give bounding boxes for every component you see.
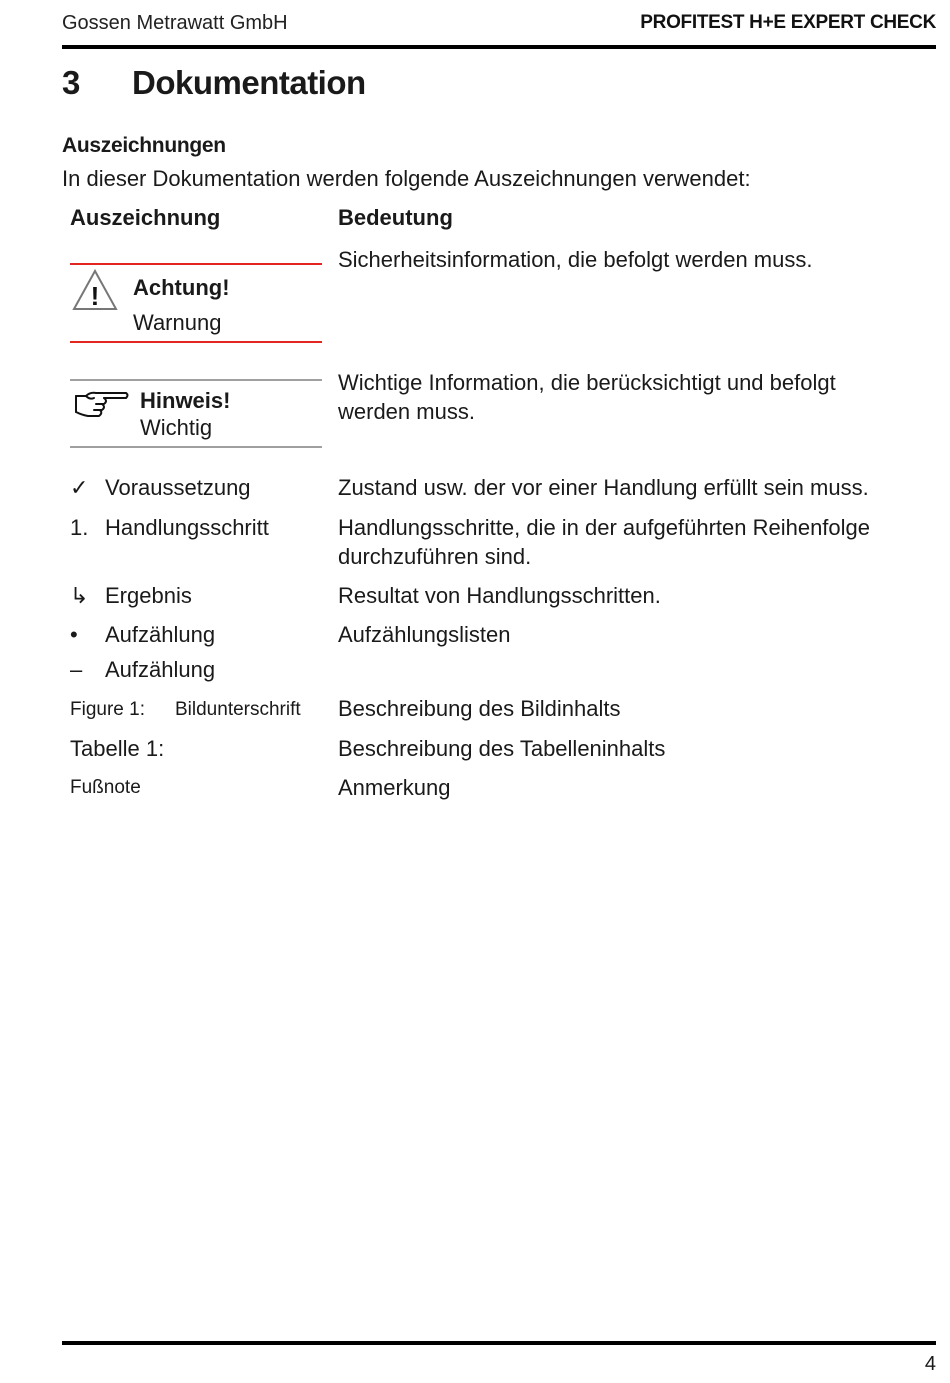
warning-title: Achtung! bbox=[133, 275, 230, 300]
section-heading: Auszeichnungen bbox=[62, 134, 226, 157]
bullet-meaning: Aufzählungslisten bbox=[338, 622, 511, 647]
svg-text:!: ! bbox=[90, 281, 100, 311]
prereq-label: Voraussetzung bbox=[105, 475, 251, 500]
header-product: PROFITEST H+E EXPERT CHECK bbox=[640, 12, 936, 33]
figure-label: Figure 1: bbox=[70, 699, 145, 720]
footer-rule bbox=[62, 1341, 936, 1345]
step-label: Handlungsschritt bbox=[105, 515, 269, 540]
warning-bottom-line bbox=[70, 341, 322, 343]
header-rule bbox=[62, 45, 936, 49]
figure-caption: Bildunterschrift bbox=[175, 699, 301, 720]
chapter-title: Dokumentation bbox=[132, 64, 366, 101]
note-bottom-line bbox=[70, 446, 322, 448]
warning-top-line bbox=[70, 263, 322, 265]
note-top-line bbox=[70, 379, 322, 381]
footnote-meaning: Anmerkung bbox=[338, 775, 451, 800]
result-label: Ergebnis bbox=[105, 583, 192, 608]
step-number: 1. bbox=[70, 515, 89, 540]
column-header-bedeutung: Bedeutung bbox=[338, 205, 453, 230]
chapter-number: 3 bbox=[62, 64, 80, 101]
note-subtitle: Wichtig bbox=[140, 415, 213, 440]
section-intro: In dieser Dokumentation werden folgende Auszeichnungen verwendet: bbox=[62, 166, 751, 191]
note-meaning-line2: werden muss. bbox=[338, 399, 475, 424]
step-meaning-line1: Handlungsschritte, die in der aufgeführten Reihenfolge bbox=[338, 515, 871, 540]
warning-triangle-icon bbox=[72, 268, 118, 312]
warning-subtitle: Warnung bbox=[133, 310, 222, 335]
checkmark-icon: ✓ bbox=[70, 475, 89, 500]
dash-label: Aufzählung bbox=[105, 657, 216, 682]
header-company: Gossen Metrawatt GmbH bbox=[62, 12, 288, 34]
pointing-hand-icon bbox=[72, 388, 130, 420]
footnote-label: Fußnote bbox=[70, 777, 141, 798]
bullet-label: Aufzählung bbox=[105, 622, 216, 647]
step-meaning-line2: durchzuführen sind. bbox=[338, 544, 532, 569]
figure-meaning: Beschreibung des Bildinhalts bbox=[338, 696, 621, 721]
page-number: 4 bbox=[924, 1353, 936, 1375]
tabelle-meaning: Beschreibung des Tabelleninhalts bbox=[338, 736, 666, 761]
result-meaning: Resultat von Handlungsschritten. bbox=[338, 583, 661, 608]
column-header-auszeichnung: Auszeichnung bbox=[70, 205, 221, 230]
result-arrow-icon: ↳ bbox=[70, 583, 89, 608]
note-meaning-line1: Wichtige Information, die berücksichtigt und befolgt bbox=[338, 370, 836, 395]
tabelle-label: Tabelle 1: bbox=[70, 736, 165, 761]
prereq-meaning: Zustand usw. der vor einer Handlung erfüllt sein muss. bbox=[338, 475, 869, 500]
dash-icon: – bbox=[70, 657, 83, 682]
warning-meaning: Sicherheitsinformation, die befolgt werden muss. bbox=[338, 247, 813, 272]
bullet-icon: • bbox=[70, 622, 78, 647]
note-title: Hinweis! bbox=[140, 388, 231, 413]
